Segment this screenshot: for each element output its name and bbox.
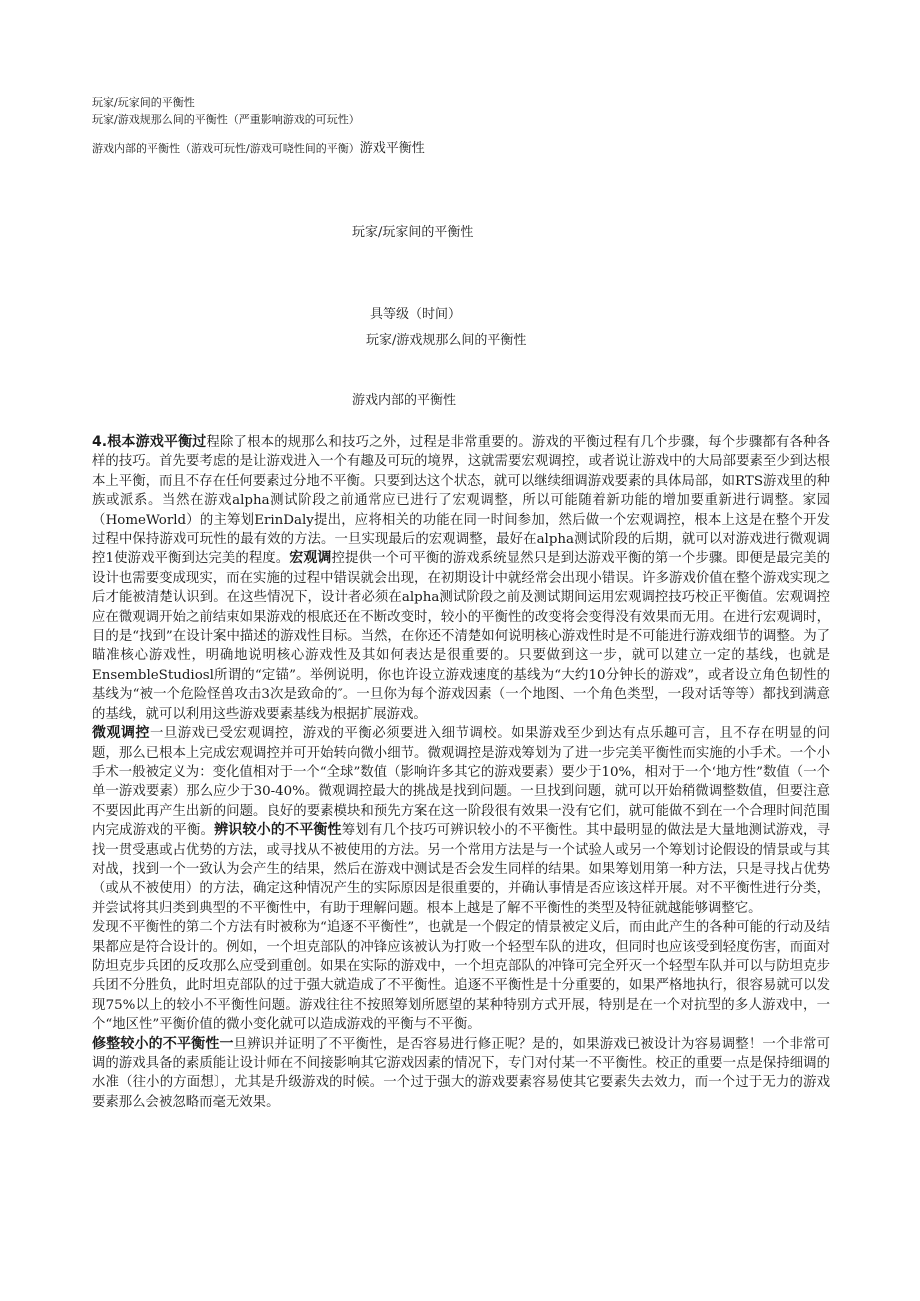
center-title-3: 玩家/游戏规那么间的平衡性 xyxy=(366,333,527,348)
center-title-1: 玩家/玩家间的平衡性 xyxy=(352,225,474,240)
macro-heading: 宏观调 xyxy=(289,550,332,567)
body-text xyxy=(92,433,830,1112)
identify-text: 筹划有几个技巧可辨识较小的不平衡性。其中最明显的做法是大量地测试游戏，寻找一贯受惠或占优势的方法，或寻找从不被使用的方法。另一个常用方法是与一个试验人或另一个筹划讨论假设的情景或与其对战，找到一个一致认为会产生的结果，然后在游戏中测试是否会发生同样的结果。如果筹划用第一种方法，只是寻找占优势（或从不被使用）的方法，确定这种情况产生的实际原因是很重要的，并确认事情是否应该这样开展。对不平衡性进行分类，并尝试将其归类到典型的不平衡性中，有助于理解问题。根本上越是了解不平衡性的类型及特征就越能够调整它。 xyxy=(92,823,831,916)
center-title-4: 游戏内部的平衡性 xyxy=(352,393,457,408)
micro-text: 一旦游戏已受宏观调控，游戏的平衡必须要进入细节调校。如果游戏至少到达有点乐趣可言，且不存在明显的问题，那么已根本上完成宏观调控并可开始转向微小细节。微观调控是游戏筹划为了进一步完美平衡性而实施的小手术。一个小手术一般被定义为：变化值相对于一个“全球”数值（影响许多其它的游戏要素）要少于10%，相对于一个‘地方性”数值（一个单一游戏要素）那么应少于30-40%。微观调控最大的挑战是找到问题。一旦找到问题，就可以开始稍微调整数值，但要注意不要因此再产生出新的问题。良好的要素模块和预先方案在这一阶段很有效果一没有它们，就可能做不到在一个合理时间范围内完成游戏的平衡。 xyxy=(92,726,831,839)
section-4-heading: 4.根本游戏平衡过 xyxy=(92,434,207,450)
fix-paragraph xyxy=(92,1035,830,1113)
header-line-3 xyxy=(92,137,425,156)
section-4-text: 程除了根本的规那么和技巧之外，过程是非常重要的。游戏的平衡过程有几个步骤，每个步骤都有各种各样的技巧。首先要考虑的是让游戏进入一个有趣及可玩的境界，这就需要宏观调控，或者说让游戏中的大局部要素至少到达根本上平衡，而且不存在任何要素过分地不平衡。只要到达这个状态，就可以继续细调游戏要素的具体局部，如RTS游戏里的种族或派系。当然在游戏alpha测试阶段之前通常应已进行了宏观调整，所以可能随着新功能的增加要重新进行调整。家园（HomeWorld）的主筹划ErinDaly提出，应将相关的功能在同一时间参加，然后做一个宏观调控，根本上这是在整个开发过程中保持游戏可玩性的最有效的方法。一旦实现最后的宏观调整，最好在alpha测试阶段的后期，就可以对游戏进行微观调控1使游戏平衡到达完美的程度。 xyxy=(92,435,831,567)
header-line-3-title: 游戏平衡性 xyxy=(359,141,425,156)
fix-heading: 修整较小的不平衡性一 xyxy=(92,1035,234,1052)
header-line-1: 玩家/玩家间的平衡性 xyxy=(92,96,195,109)
chase-paragraph: 发现不平衡性的第二个方法有时被称为“追逐不平衡性”，也就是一个假定的情景被定义后，而由此产生的各种可能的行动及结果都应是符合设计的。例如，一个坦克部队的冲锋应该被认为打败一个轻型车队的进攻，但同时也应该受到轻度伤害，而面对防坦克步兵团的反攻那么应受到重创。如果在实际的游戏中，一个坦克部队的冲锋可完全歼灭一个轻型车队并可以与防坦克步兵团不分胜负，此时坦克部队的过于强大就造成了不平衡性。追逐不平衡性是十分重要的，如果严格地执行，很容易就可以发现75%以上的较小不平衡性问题。游戏往往不按照筹划所愿望的某种特别方式开展，特别是在一个对抗型的多人游戏中，一个“地区性”平衡价值的微小变化就可以造成游戏的平衡与不平衡。 xyxy=(92,920,830,1033)
micro-paragraph xyxy=(92,724,830,918)
center-title-2: 具等级（时间） xyxy=(370,307,462,322)
section-4-paragraph xyxy=(92,433,830,724)
header-line-2: 玩家/游戏规那么间的平衡性（严重影响游戏的可玩性） xyxy=(92,113,360,126)
header-line-3-label: 游戏内部的平衡性（游戏可玩性/游戏可哓性间的平衡） xyxy=(92,142,360,155)
fix-text: 旦辨识并证明了不平衡性，是否容易进行修正呢？是的，如果游戏已被设计为容易调整！一个非常可调的游戏具备的素质能让设计师在不间接影响其它游戏因素的情况下，专门对付某一不平衡性。校正的重要一点是保持细调的水准（往小的方面想〕，尤其是升级游戏的时候。一个过于强大的游戏要素容易使其它要素失去效力，而一个过于无力的游戏要素那么会被忽略而毫无效果。 xyxy=(92,1036,831,1110)
identify-heading: 辨识较小的不平衡性 xyxy=(214,822,342,839)
macro-text: 控提供一个可平衡的游戏系统显然只是到达游戏平衡的第一个步骤。即便是最完美的设计也需要变成现实，而在实施的过程中错误就会出现，在初期设计中就经常会出现小错误。许多游戏价值在整个游戏实现之后才能被清楚认识到。在这些情况下，设计者必须在alpha测试阶段之前及测试期间运用宏观调控技巧校正平衡值。宏观调控应在微观调开始之前结束如果游戏的根底还在不断改变时，较小的平衡性的改变将会变得没有效果而无用。在进行宏观调时，目的是“找到”在设计案中描述的游戏性目标。当然，在你还不清楚如何说明核心游戏性时是不可能进行游戏细节的调整。为了瞄准核心游戏性，明确地说明核心游戏性及其如何表达是很重要的。只要做到这一步，就可以建立一定的基线，也就是EnsembleStudiosl所谓的“定锚”。举例说明，你也许设立游戏速度的基线为“大约10分钟长的游戏”，或者设立角色韧性的基线为“被一个危险怪兽攻击3次是致命的″。一旦你为每个游戏因素（一个地图、一个角色类型，一段对话等等）都找到满意的基线，就可以利用这些游戏要素基线为根据扩展游戏。 xyxy=(92,551,831,722)
micro-heading: 微观调控 xyxy=(92,725,150,742)
